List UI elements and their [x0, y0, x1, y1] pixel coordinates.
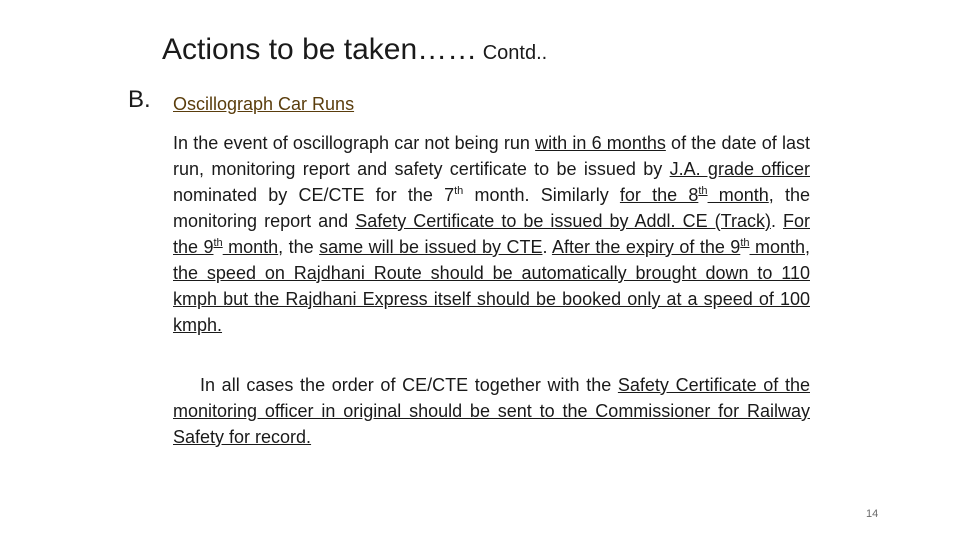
paragraph-commissioner-record [173, 372, 810, 450]
p1-underline: month [707, 185, 769, 205]
section-marker: B. [128, 86, 151, 113]
p1-underline: for the 8 [619, 185, 699, 205]
p1-text: , the monitoring report and [173, 185, 811, 231]
slide-title [162, 30, 547, 73]
p1-superscript: th [698, 185, 708, 197]
section-heading: Oscillograph Car Runs [173, 94, 355, 114]
title-main: Actions to be taken…… [162, 33, 478, 66]
p1-text: . [542, 237, 552, 257]
title-contd: Contd.. [477, 42, 548, 64]
p1-text: In the event of oscillograph car not being run [173, 133, 536, 153]
p1-text: . [770, 211, 783, 231]
p1-underline: month, the speed on Rajdhani Route should be automatically brought down to 110 kmph but the Rajdhani Express itself should be booked only at a speed of 100 kmph. [173, 237, 810, 335]
page-number: 14 [866, 508, 879, 520]
p1-text: month. Similarly [463, 185, 620, 205]
p1-text: , the [278, 237, 320, 257]
p1-text: of the date of last run, monitoring report and safety certificate to be issued by [173, 133, 810, 179]
p1-text: nominated by CE/CTE for the 7 [173, 185, 455, 205]
p2-text: In all cases the order of CE/CTE together with the [200, 375, 618, 395]
p1-underline: For the 9 [173, 211, 810, 257]
p1-underline: month [222, 237, 279, 257]
p1-underline: with in 6 months [535, 133, 666, 153]
p1-superscript: th [740, 237, 750, 249]
p1-superscript: th [454, 185, 464, 197]
p1-underline: After the expiry of the 9 [551, 237, 741, 257]
p1-underline: J.A. grade officer [669, 159, 810, 179]
p1-underline: Safety Certificate to be issued by Addl. CE (Track) [355, 211, 771, 231]
paragraph-oscillograph-rules [173, 130, 810, 338]
p2-underline: Safety Certificate of the monitoring officer in original should be sent to the Commissioner for Railway Safety for record. [173, 375, 810, 447]
p1-underline: same will be issued by CTE [319, 237, 543, 257]
p1-superscript: th [213, 237, 223, 249]
